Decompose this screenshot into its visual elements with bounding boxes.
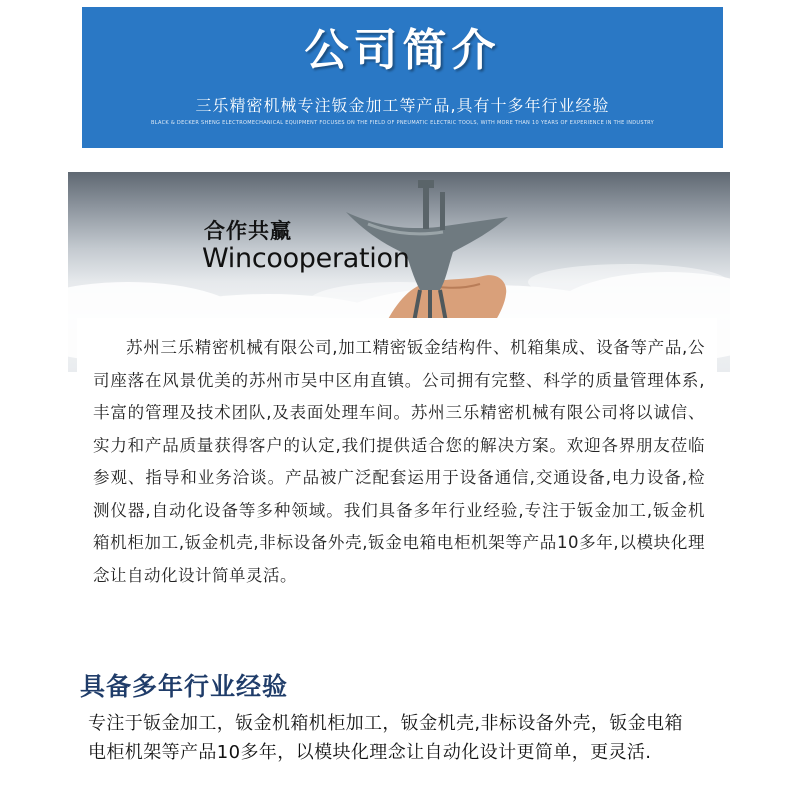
section-heading: 具备多年行业经验 — [80, 672, 289, 701]
photo-caption-cn: 合作共赢 — [204, 219, 292, 243]
section-body: 专注于钣金加工，钣金机箱机柜加工，钣金机壳,非标设备外壳，钣金电箱电柜机架等产品10多年，以模块化理念让自动化设计更简单，更灵活. — [88, 713, 683, 763]
banner-subtitle: 三乐精密机械专注钣金加工等产品,具有十多年行业经验 — [195, 96, 610, 115]
banner-subtitle-english: BLACK & DECKER SHENG ELECTROMECHANICAL EQUIPMENT FOCUSES ON THE FIELD OF PNEUMATIC ELECTRIC TOOLS, WITH MORE THAN 10 YEARS OF EXPERIENCE IN THE INDUSTRY — [151, 120, 654, 126]
banner-title: 公司简介 — [304, 25, 501, 76]
photo-caption-en: Wincooperation — [202, 243, 410, 274]
intro-card — [77, 318, 717, 650]
header-banner — [82, 7, 723, 148]
intro-paragraph: 苏州三乐精密机械有限公司,加工精密钣金结构件、机箱集成、设备等产品,公司座落在风景优美的苏州市吴中区甪直镇。公司拥有完整、科学的质量管理体系,丰富的管理及技术团队,及表面处理车间。苏州三乐精密机械有限公司将以诚信、实力和产品质量获得客户的认定,我们提供适合您的解决方案。欢迎各界朋友莅临参观、指导和业务洽谈。产品被广泛配套运用于设备通信,交通设备,电力设备,检测仪器,自动化设备等多种领域。我们具备多年行业经验,专注于钣金加工,钣金机箱机柜加工,钣金机壳,非标设备外壳,钣金电箱电柜机架等产品10多年,以模块化理念让自动化设计简单灵活。 — [93, 338, 705, 585]
